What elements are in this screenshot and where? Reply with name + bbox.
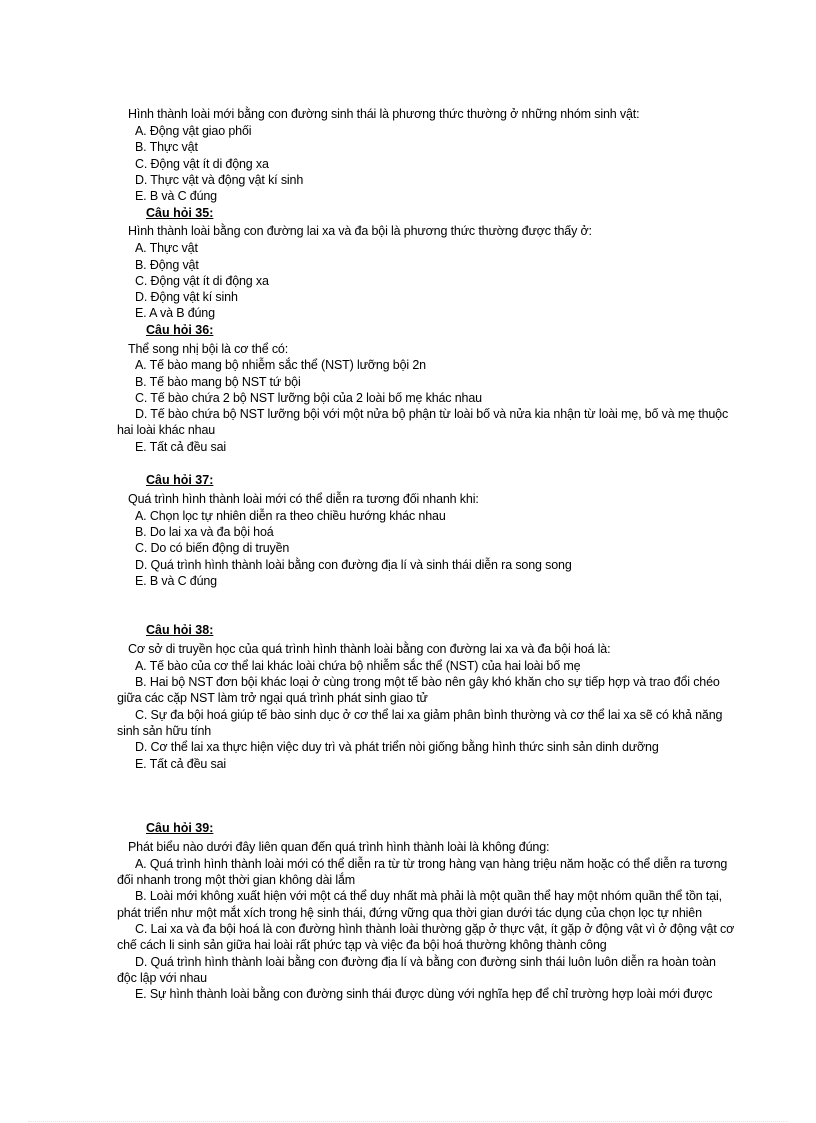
answer-option-continued: sinh sản hữu tính <box>117 724 212 738</box>
answer-option: E. B và C đúng <box>135 574 217 588</box>
question-heading: Câu hỏi 38: <box>146 623 214 637</box>
question-heading: Câu hỏi 35: <box>146 206 214 220</box>
answer-option: A. Động vật giao phối <box>135 124 252 138</box>
answer-option: D. Quá trình hình thành loài bằng con đường địa lí và bằng con đường sinh thái luôn luôn diễn ra hoàn toàn <box>135 955 716 969</box>
answer-option: B. Thực vật <box>135 140 198 154</box>
answer-option-continued: đối nhanh trong một thời gian không dài lắm <box>117 873 356 887</box>
answer-option-continued: chế cách li sinh sản giữa hai loài rất phức tạp và việc đa bội hoá thường không thành công <box>117 938 607 952</box>
answer-option: C. Động vật ít di động xa <box>135 274 269 288</box>
answer-option-continued: giữa các cặp NST làm trở ngại quá trình phát sinh giao tử <box>117 691 428 705</box>
answer-option: E. B và C đúng <box>135 189 217 203</box>
answer-option: D. Cơ thể lai xa thực hiện việc duy trì và phát triển nòi giống bằng hình thức sinh sản dinh dưỡng <box>135 740 659 754</box>
answer-option: E. Tất cả đều sai <box>135 757 227 771</box>
question-text: Cơ sở di truyền học của quá trình hình thành loài bằng con đường lai xa và đa bội hoá là: <box>128 642 611 656</box>
answer-option: C. Sự đa bội hoá giúp tế bào sinh dục ở cơ thể lai xa giảm phân bình thường và cơ thể lai xa sẽ có khả năng <box>135 708 723 722</box>
answer-option: A. Quá trình hình thành loài mới có thể diễn ra từ từ trong hàng vạn hàng triệu năm hoặc có thể diễn ra tương <box>135 857 728 871</box>
answer-option: B. Loài mới không xuất hiện với một cá thể duy nhất mà phải là một quần thể hay một nhóm quần thể tồn tại, <box>135 889 722 903</box>
answer-option: E. A và B đúng <box>135 306 215 320</box>
question-text: Phát biểu nào dưới đây liên quan đến quá trình hình thành loài là không đúng: <box>128 840 550 854</box>
answer-option: B. Hai bộ NST đơn bội khác loại ở cùng trong một tế bào nên gây khó khăn cho sự tiếp hợp và trao đổi chéo <box>135 675 720 689</box>
answer-option-continued: hai loài khác nhau <box>117 423 216 437</box>
question-text: Hình thành loài mới bằng con đường sinh thái là phương thức thường ở những nhóm sinh vật: <box>128 107 640 121</box>
answer-option: B. Do lai xa và đa bội hoá <box>135 525 274 539</box>
answer-option: D. Động vật kí sinh <box>135 290 238 304</box>
answer-option: A. Tế bào mang bộ nhiễm sắc thể (NST) lưỡng bội 2n <box>135 358 426 372</box>
answer-option: C. Do có biến động di truyền <box>135 541 290 555</box>
answer-option: D. Tế bào chứa bộ NST lưỡng bội với một nửa bộ phận từ loài bố và nửa kia nhận từ loài mẹ, bố và mẹ thuộc <box>135 407 729 421</box>
question-text: Thể song nhị bội là cơ thể có: <box>128 342 289 356</box>
answer-option: B. Động vật <box>135 258 199 272</box>
question-heading: Câu hỏi 36: <box>146 323 214 337</box>
question-text: Hình thành loài bằng con đường lai xa và đa bội là phương thức thường được thấy ở: <box>128 224 592 238</box>
question-heading: Câu hỏi 39: <box>146 821 214 835</box>
question-text: Quá trình hình thành loài mới có thể diễn ra tương đối nhanh khi: <box>128 492 479 506</box>
answer-option: D. Thực vật và động vật kí sinh <box>135 173 304 187</box>
answer-option: E. Sự hình thành loài bằng con đường sinh thái được dùng với nghĩa hẹp để chỉ trường hợp loài mới được <box>135 987 713 1001</box>
answer-option: E. Tất cả đều sai <box>135 440 227 454</box>
page-bottom-divider <box>28 1121 788 1122</box>
answer-option: A. Thực vật <box>135 241 198 255</box>
answer-option: C. Động vật ít di động xa <box>135 157 269 171</box>
answer-option: C. Tế bào chứa 2 bộ NST lưỡng bội của 2 loài bố mẹ khác nhau <box>135 391 482 405</box>
question-heading: Câu hỏi 37: <box>146 473 214 487</box>
answer-option-continued: độc lập với nhau <box>117 971 207 985</box>
answer-option: B. Tế bào mang bộ NST tứ bội <box>135 375 301 389</box>
answer-option-continued: phát triển như một mắt xích trong hệ sinh thái, đứng vững qua thời gian dưới tác dụng của chọn lọc tự nhiên <box>117 906 702 920</box>
answer-option: A. Tế bào của cơ thể lai khác loài chứa bộ nhiễm sắc thể (NST) của hai loài bố mẹ <box>135 659 581 673</box>
answer-option: A. Chọn lọc tự nhiên diễn ra theo chiều hướng khác nhau <box>135 509 446 523</box>
answer-option: C. Lai xa và đa bội hoá là con đường hình thành loài thường gặp ở thực vật, ít gặp ở động vật vì ở động vật cơ <box>135 922 735 936</box>
answer-option: D. Quá trình hình thành loài bằng con đường địa lí và sinh thái diễn ra song song <box>135 558 572 572</box>
